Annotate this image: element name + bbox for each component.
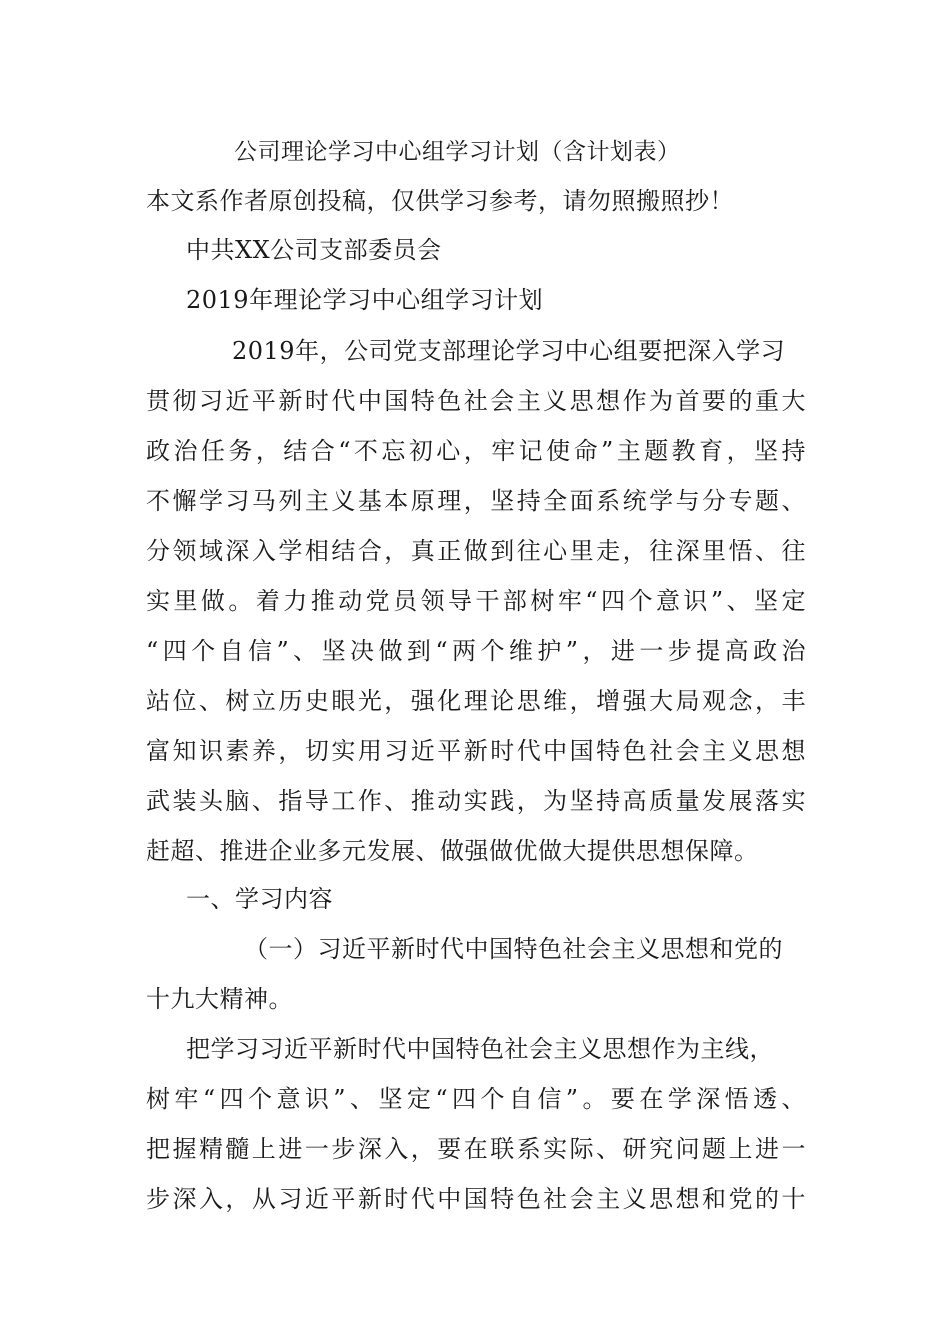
subsection-heading-cont: 十九大精神。 <box>146 985 293 1013</box>
plan-subtitle: 2019年理论学习中心组学习计划 <box>186 286 544 314</box>
para-line: 树牢“四个意识”、坚定“四个自信”。要在学深悟透、 <box>146 1085 806 1113</box>
para-line: 步深入，从习近平新时代中国特色社会主义思想和党的十 <box>146 1185 806 1213</box>
document-title: 公司理论学习中心组学习计划（含计划表） <box>234 139 681 165</box>
intro-line: 2019年，公司党支部理论学习中心组要把深入学习 <box>232 337 786 365</box>
intro-line: 分领域深入学相结合，真正做到往心里走，往深里悟、往 <box>146 537 806 565</box>
intro-line: 武装头脑、指导工作、推动实践，为坚持高质量发展落实 <box>146 787 806 815</box>
intro-line: 贯彻习近平新时代中国特色社会主义思想作为首要的重大 <box>146 387 806 415</box>
para-line: 把学习习近平新时代中国特色社会主义思想作为主线， <box>186 1035 774 1063</box>
organization-line: 中共XX公司支部委员会 <box>186 236 442 264</box>
intro-line: 不懈学习马列主义基本原理，坚持全面系统学与分专题、 <box>146 487 806 515</box>
intro-line: 实里做。着力推动党员领导干部树牢“四个意识”、坚定 <box>146 587 806 615</box>
notice-line: 本文系作者原创投稿，仅供学习参考，请勿照搬照抄！ <box>146 187 734 215</box>
section-heading: 一、学习内容 <box>186 885 333 913</box>
intro-line: 赶超、推进企业多元发展、做强做优做大提供思想保障。 <box>146 837 759 865</box>
intro-line: 富知识素养，切实用习近平新时代中国特色社会主义思想 <box>146 737 806 765</box>
intro-line: 站位、树立历史眼光，强化理论思维，增强大局观念，丰 <box>146 687 806 715</box>
intro-line: 政治任务，结合“不忘初心，牢记使命”主题教育，坚持 <box>146 437 806 465</box>
intro-line: “四个自信”、坚决做到“两个维护”，进一步提高政治 <box>146 637 806 665</box>
para-line: 把握精髓上进一步深入，要在联系实际、研究问题上进一 <box>146 1135 806 1163</box>
subsection-heading: （一）习近平新时代中国特色社会主义思想和党的 <box>244 935 783 963</box>
